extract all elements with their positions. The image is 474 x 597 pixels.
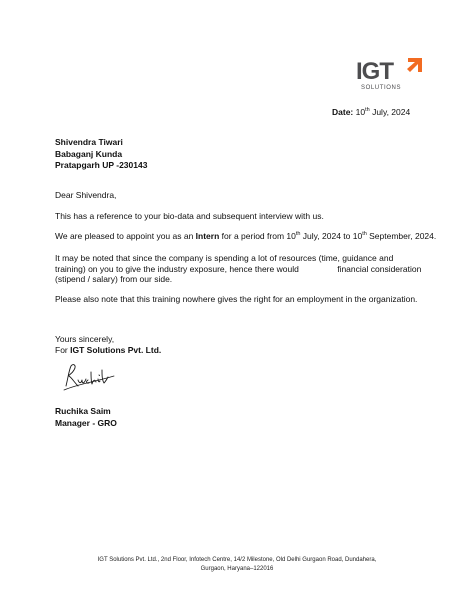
letter-date (332, 106, 410, 118)
company-logo (356, 52, 426, 94)
footer-line2: Gurgaon, Haryana–122016 (200, 565, 274, 572)
recipient-name: Shivendra Tiwari (55, 137, 123, 147)
handwritten-signature (60, 360, 120, 394)
signer-block (55, 406, 117, 429)
date-day: 10 (355, 107, 366, 117)
paragraph-reference: This has a reference to your bio-data and subsequent interview with us. (55, 211, 324, 221)
footer-line1: IGT Solutions Pvt. Ltd., 2nd Floor, Infotech Centre, 14/2 Milestone, Old Delhi Gurgaon Road, Dundahera, (97, 557, 377, 563)
appointment-sup-2: th (362, 231, 367, 238)
logo-tagline: SOLUTIONS (361, 85, 402, 91)
logo-arrow-icon (404, 54, 426, 76)
closing-block (55, 334, 161, 356)
signer-name: Ruchika Saim (55, 406, 111, 416)
stipend-text-a: It may be noted that since the company is spending a lot of resources (time, guidance and training) on you to give the industry exposure, hence there would (55, 253, 394, 274)
recipient-line3: Pratapgarh UP -230143 (55, 160, 148, 170)
appointment-role: Intern (195, 231, 220, 241)
redacted-text (301, 265, 337, 273)
paragraph-employment-note: Please also note that this training nowhere gives the right for an employment in the organization. (55, 294, 418, 304)
appointment-text-d: September, 2024. (366, 231, 437, 241)
closing-line: Yours sincerely, (55, 334, 115, 344)
salutation: Dear Shivendra, (55, 190, 117, 200)
company-address-footer (60, 556, 414, 573)
recipient-address (55, 137, 147, 172)
appointment-sup-1: th (295, 231, 301, 238)
recipient-line2: Babaganj Kunda (55, 148, 123, 159)
appointment-text-c: July, 2024 to 10 (300, 231, 363, 241)
date-label: Date: (332, 107, 354, 117)
closing-for: For (55, 345, 71, 355)
appointment-text-a: We are pleased to appoint you as an (55, 231, 196, 241)
logo-wordmark: IGT (356, 58, 393, 85)
date-rest: July, 2024 (372, 107, 411, 117)
paragraph-stipend (55, 253, 425, 285)
stipend-text-b: financial consideration (stipend / salary) from our side. (55, 263, 422, 284)
paragraph-appointment (55, 231, 437, 242)
date-day-suffix: th (365, 107, 370, 114)
closing-company-line (55, 345, 161, 356)
signer-title: Manager - GRO (55, 417, 117, 428)
closing-company: IGT Solutions Pvt. Ltd. (70, 345, 162, 355)
appointment-text-b: for a period from 10 (219, 231, 296, 241)
